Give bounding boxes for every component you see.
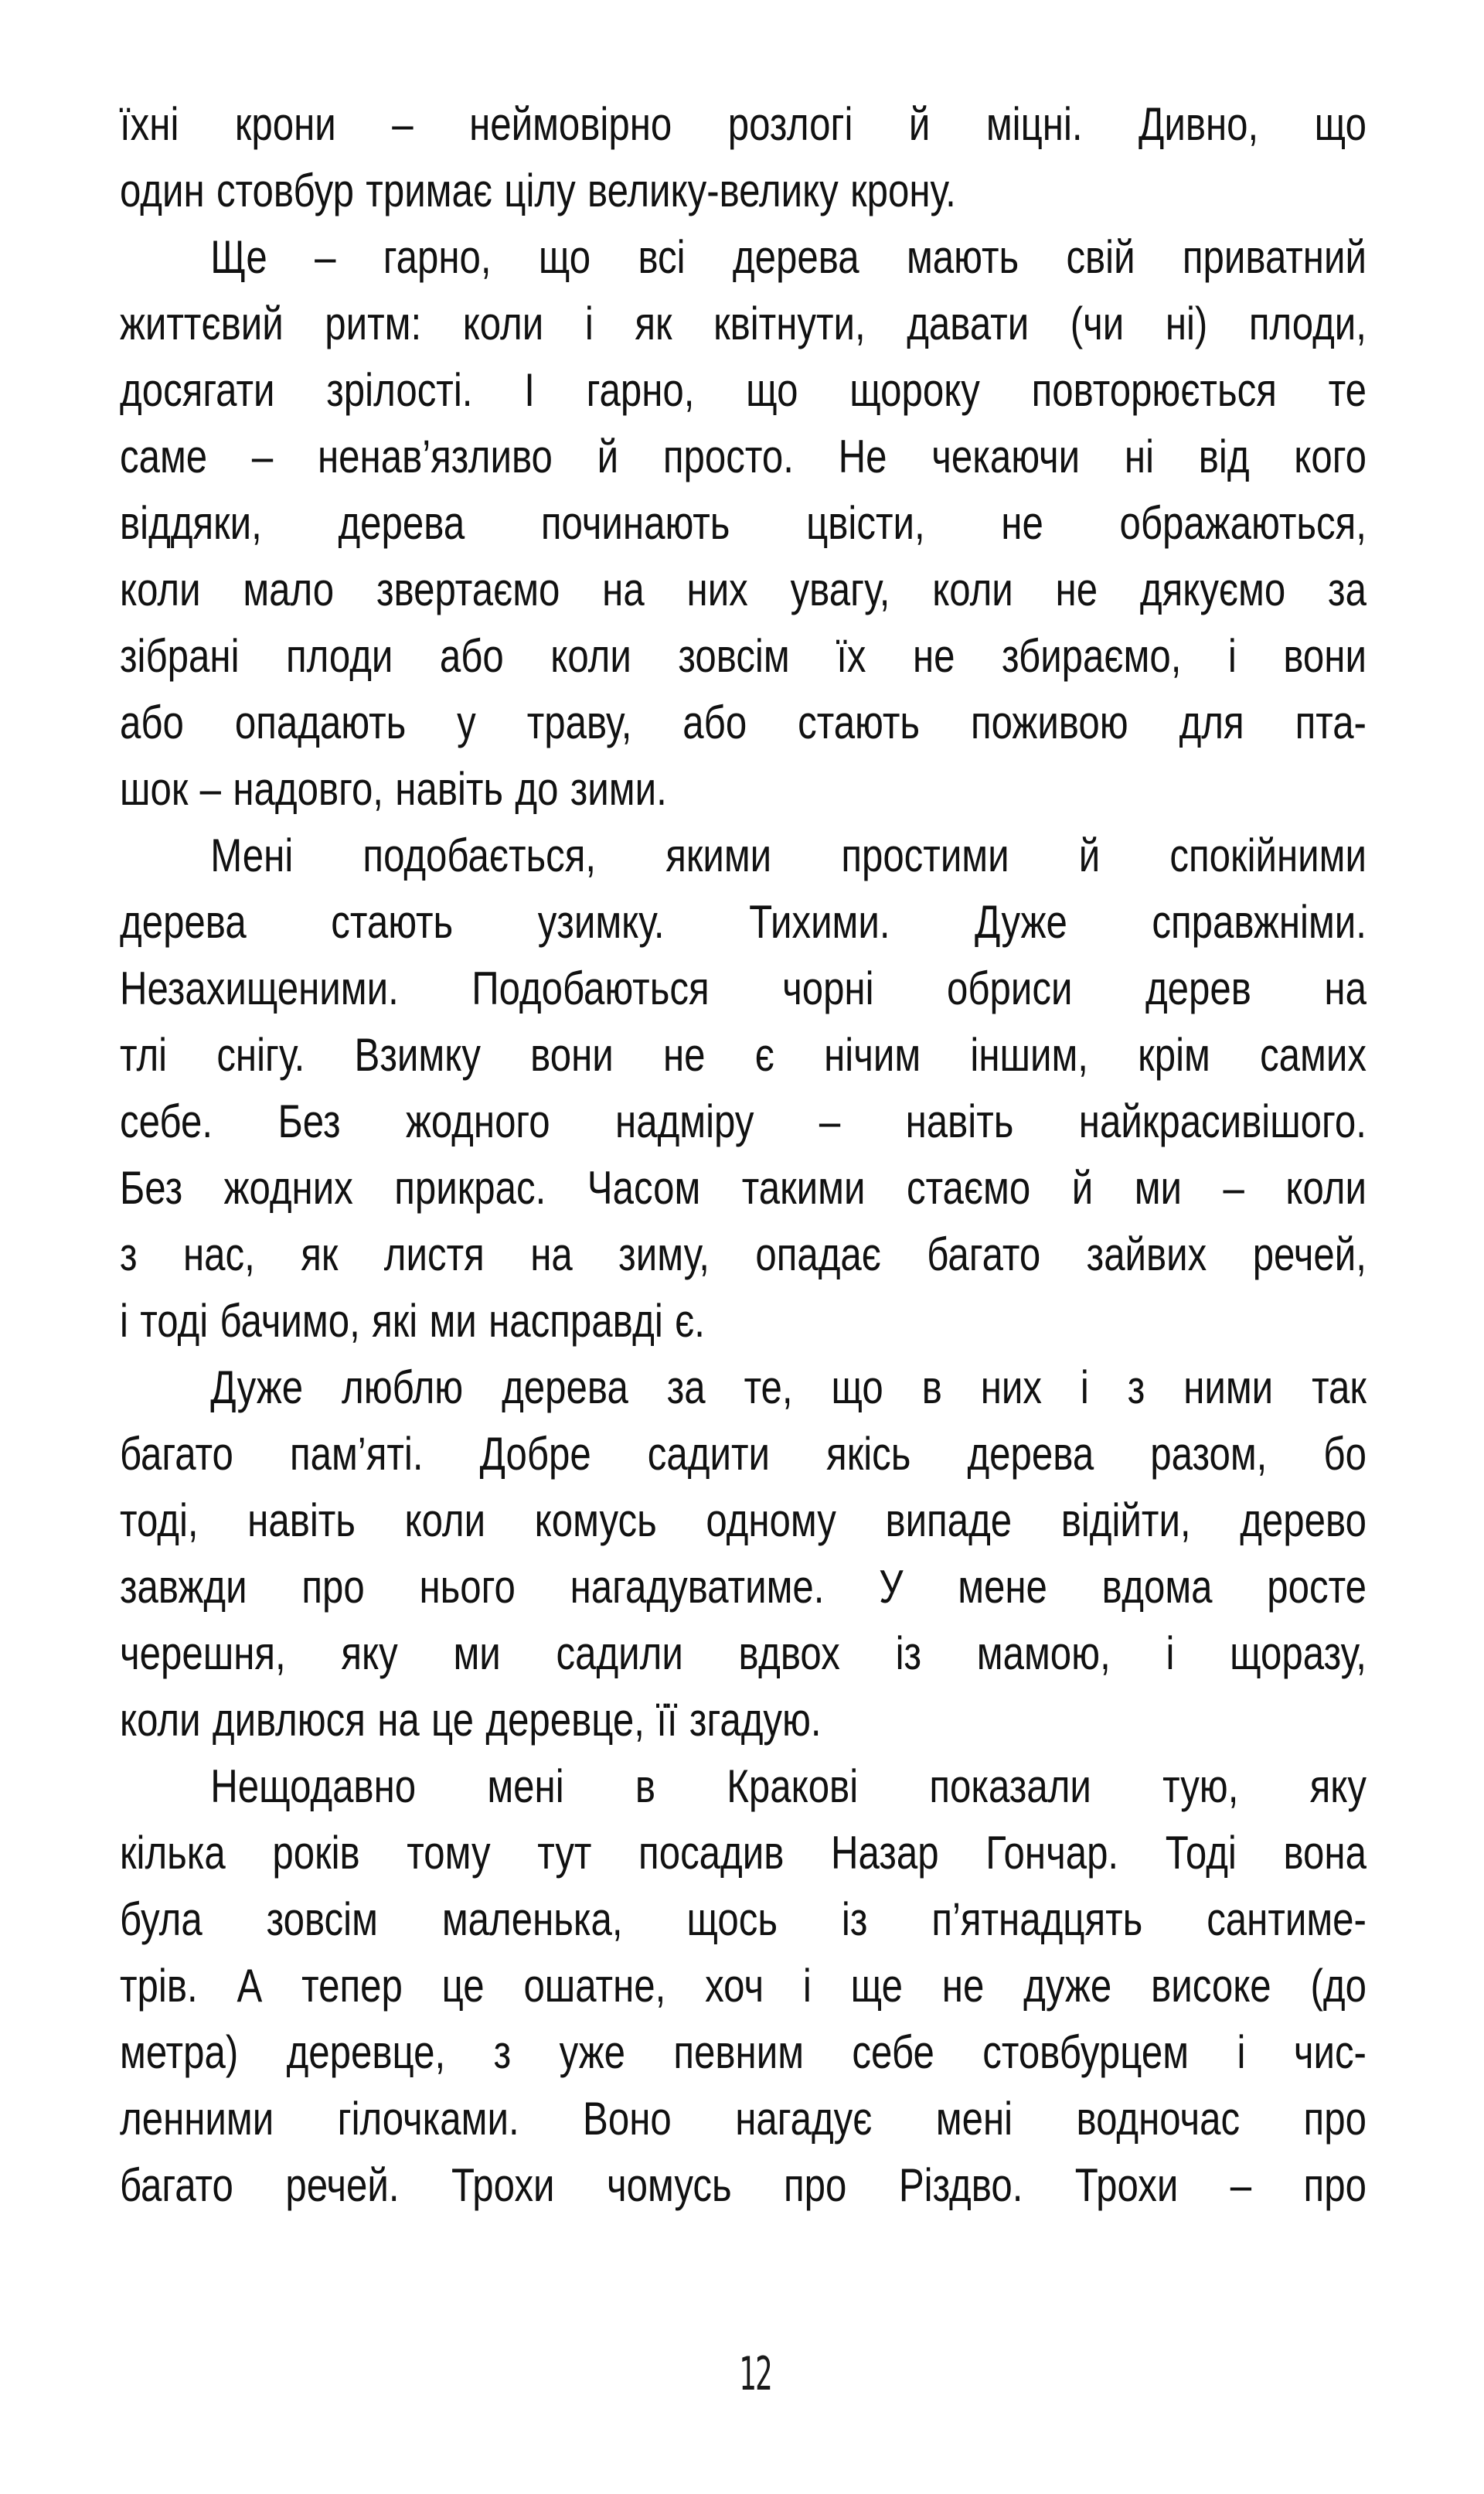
text-line: себе. Без жодного надміру – навіть найкрасивішого. (120, 1095, 1367, 1147)
text-line: ленними гілочками. Воно нагадує мені водночас про (120, 2093, 1367, 2145)
text-line: багато пам’яті. Добре садити якісь дерева разом, бо (120, 1428, 1367, 1480)
text-line: один стовбур тримає цілу велику-велику крону. (120, 165, 956, 216)
text-line: тоді, навіть коли комусь одному випаде відійти, дерево (120, 1494, 1367, 1546)
text-line: дерева стають узимку. Тихими. Дуже справжніми. (120, 896, 1367, 948)
text-line: черешня, яку ми садили вдвох із мамою, і щоразу, (120, 1627, 1367, 1679)
text-line: коли дивлюся на це деревце, її згадую. (120, 1694, 822, 1746)
text-line: з нас, як листя на зиму, опадає багато зайвих речей, (120, 1228, 1367, 1280)
text-line: віддяки, дерева починають цвісти, не ображаються, (120, 497, 1367, 549)
text-line: трів. А тепер це ошатне, хоч і ще не дуже високе (до (120, 1960, 1367, 2012)
paragraph-first-line: Мені подобається, якими простими й спокійними (210, 830, 1367, 881)
text-line: Без жодних прикрас. Часом такими стаємо й ми – коли (120, 1162, 1367, 1214)
text-line: завжди про нього нагадуватиме. У мене вдома росте (120, 1561, 1367, 1613)
text-line: була зовсім маленька, щось із п’ятнадцять сантиме- (120, 1893, 1367, 1945)
paragraph-first-line: Нещодавно мені в Кракові показали тую, яку (210, 1760, 1367, 1812)
paragraph-first-line: Дуже люблю дерева за те, що в них і з ними так (210, 1361, 1367, 1413)
text-line: і тоді бачимо, які ми насправді є. (120, 1295, 705, 1347)
text-line: життєвий ритм: коли і як квітнути, давати (чи ні) плоди, (120, 298, 1367, 349)
text-line: шок – надовго, навіть до зими. (120, 763, 667, 815)
text-line: кілька років тому тут посадив Назар Гончар. Тоді вона (120, 1827, 1367, 1879)
text-line: досягати зрілості. І гарно, що щороку повторюється те (120, 364, 1367, 416)
text-line: або опадають у траву, або стають поживою для пта- (120, 697, 1367, 748)
paragraph-first-line: Ще – гарно, що всі дерева мають свій приватний (210, 231, 1367, 283)
text-line: Незахищеними. Подобаються чорні обриси дерев на (120, 963, 1367, 1014)
page-number: 12 (738, 2347, 772, 2401)
text-line: зібрані плоди або коли зовсім їх не збираємо, і вони (120, 630, 1367, 682)
text-line: багато речей. Трохи чомусь про Різдво. Трохи – про (120, 2159, 1367, 2211)
text-line: саме – ненав’язливо й просто. Не чекаючи ні від кого (120, 431, 1367, 482)
text-line: коли мало звертаємо на них увагу, коли не дякуємо за (120, 564, 1367, 615)
text-line: тлі снігу. Взимку вони не є нічим іншим, крім самих (120, 1029, 1367, 1081)
text-line: метра) деревце, з уже певним себе стовбурцем і чис- (120, 2026, 1367, 2078)
text-line: їхні крони – неймовірно розлогі й міцні. Дивно, що (120, 98, 1367, 150)
